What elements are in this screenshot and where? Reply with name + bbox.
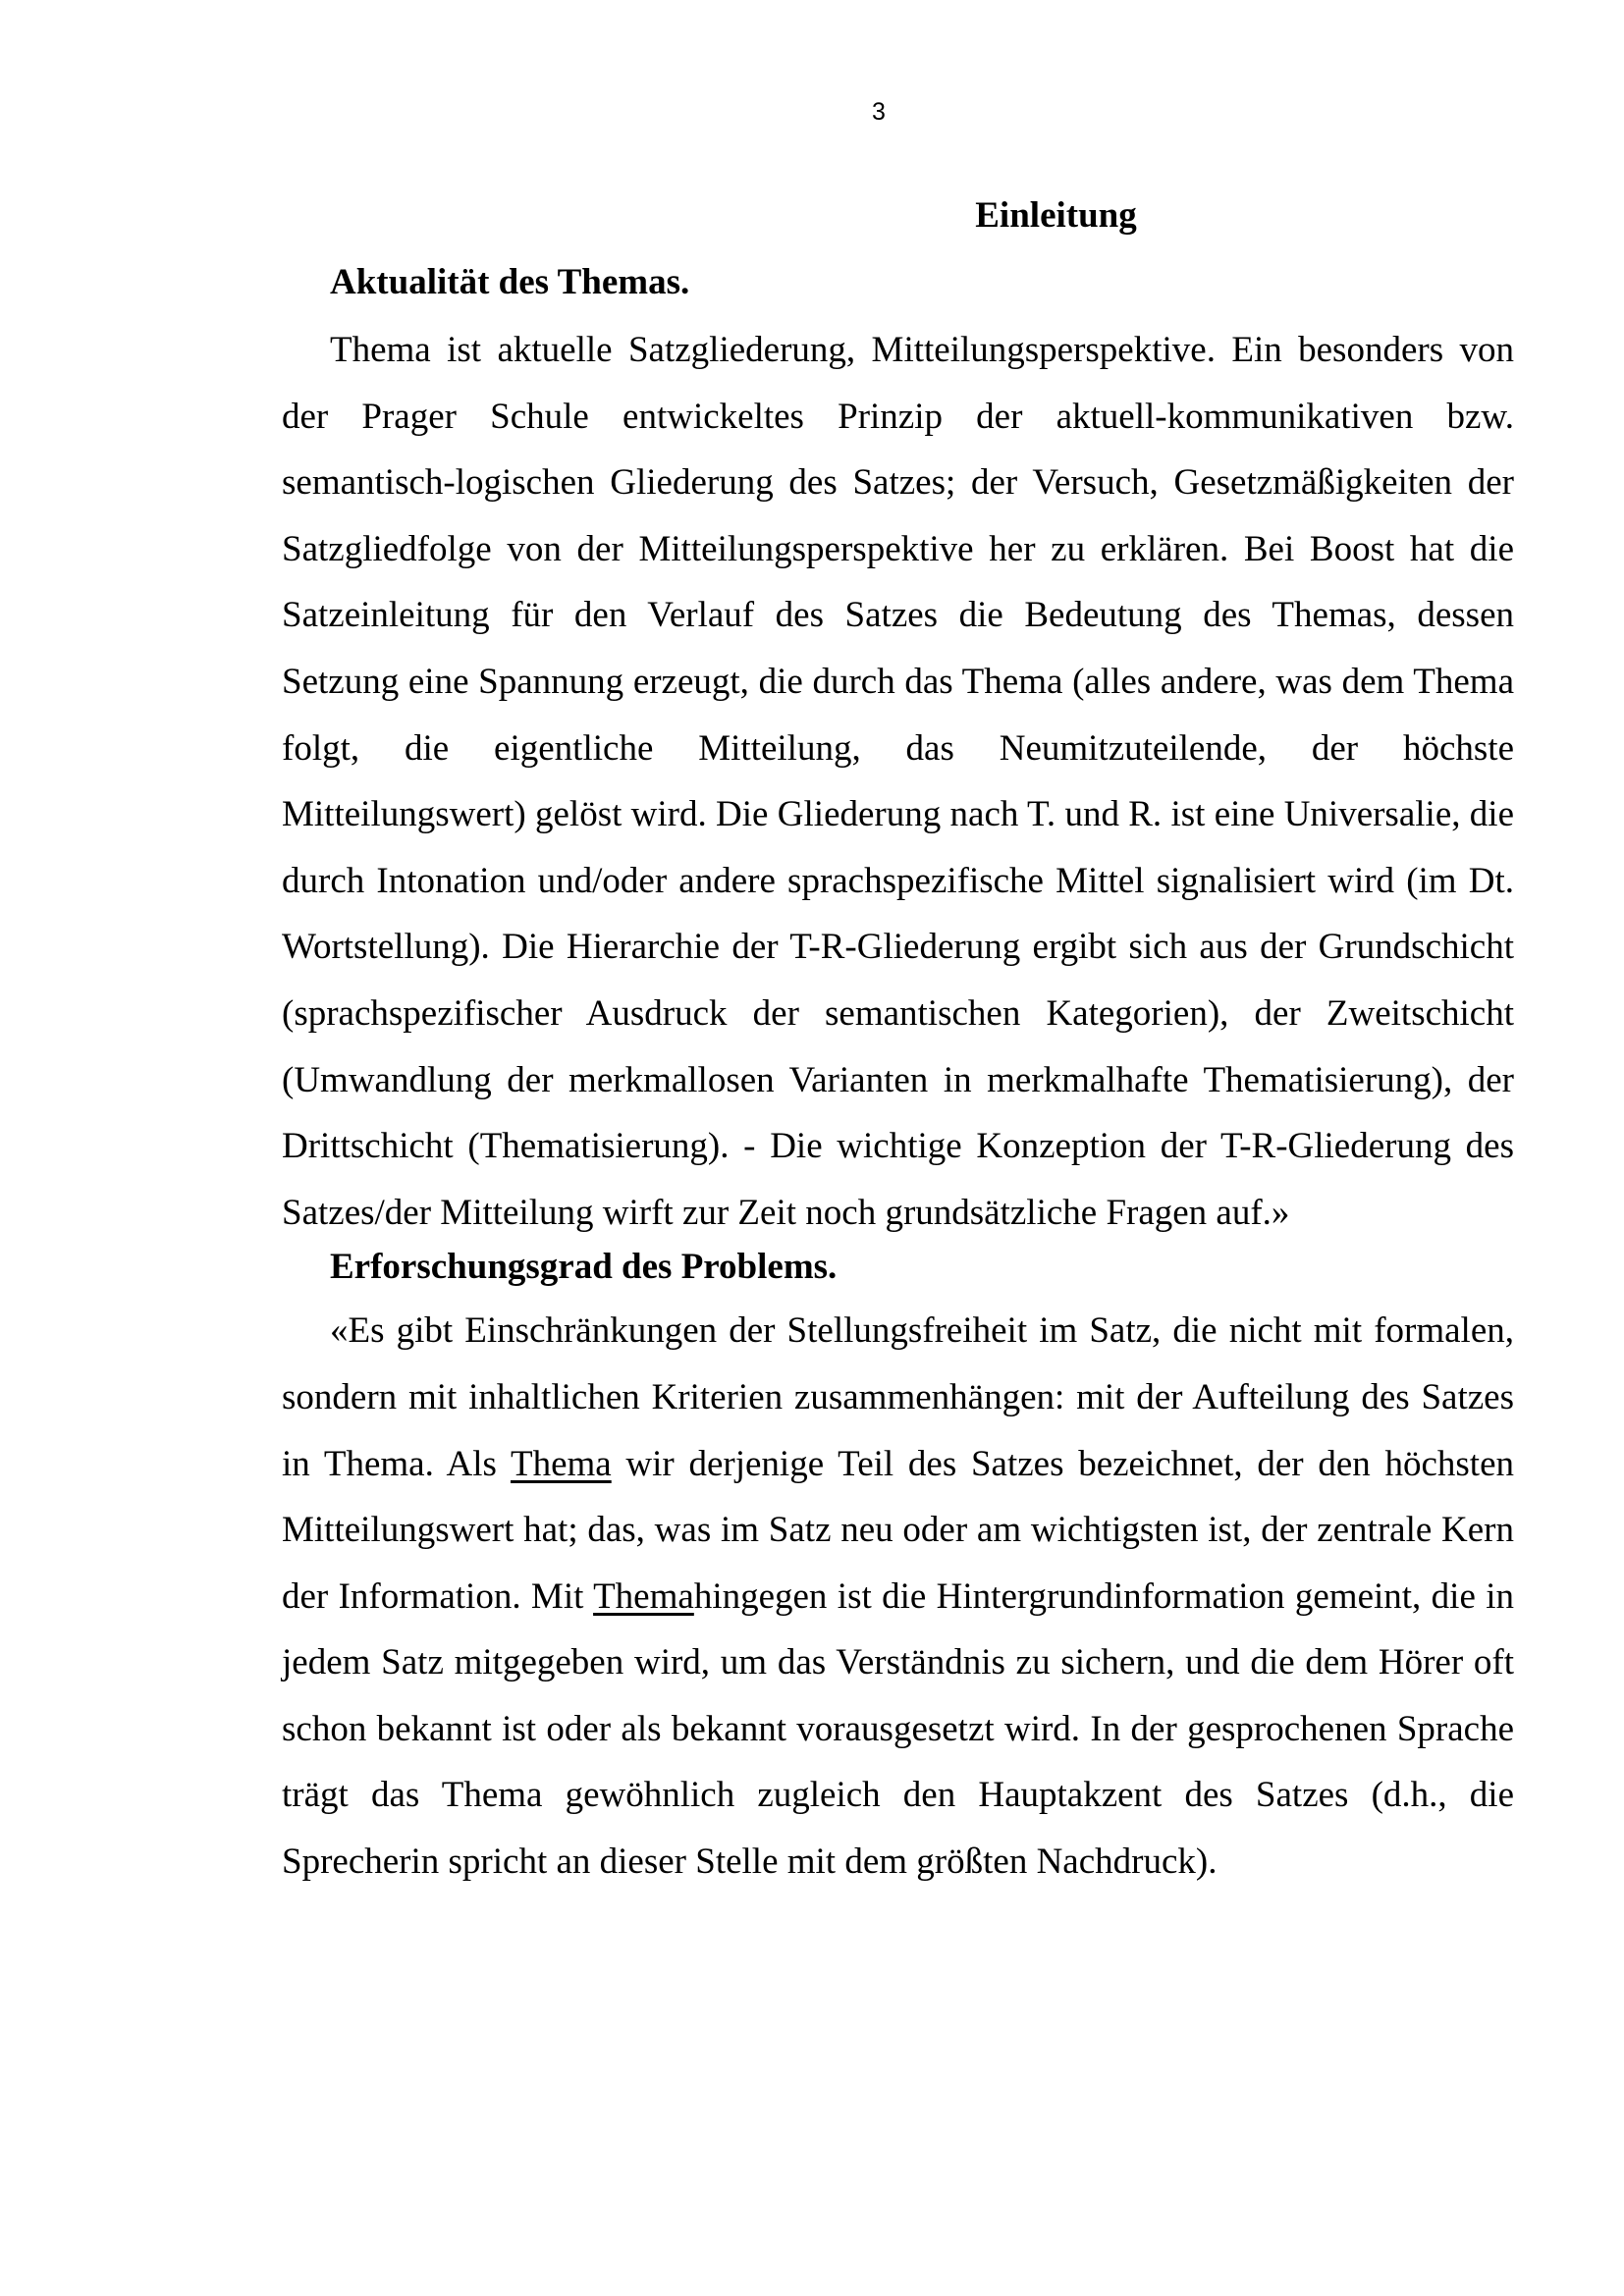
underlined-term-1: Thema [510, 1443, 612, 1484]
paragraph-text-part-1: «Es gibt Einschränkungen der Stellungsfreiheit im Satz, die nicht mit formalen, sondern mit inhaltlichen Kriterien zusammenhängen: mit der Aufteilung des Satzes in Thema. Als [282, 1310, 1514, 1484]
underlined-term-2: Thema [593, 1575, 694, 1617]
section-title-relevance: Aktualität des Themas. [330, 262, 690, 302]
chapter-heading: Einleitung [975, 195, 1137, 236]
page-number: 3 [872, 98, 886, 126]
paragraph-text-part-3: hingegen ist die Hintergrundinformation gemeint, die in jedem Satz mitgegeben wird, um das Verständnis zu sichern, und die dem Hörer oft schon bekannt ist oder als bekannt vorausgesetzt wird. In der gesprochenen Sprache trägt das Thema gewöhnlich zugleich den Hauptakzent des Satzes (d.h., die Sprecherin spricht an dieser Stelle mit dem größten Nachdruck). [282, 1575, 1514, 1883]
page-content [282, 192, 1514, 1896]
section-paragraph-relevance: Thema ist aktuelle Satzgliederung, Mitteilungsperspektive. Ein besonders von der Prager Schule entwickeltes Prinzip der aktuell-kommunikativen bzw. semantisch-logischen Gliederung des Satzes; der Versuch, Gesetzmäßigkeiten der Satzgliedfolge von der Mitteilungsperspektive her zu erklären. Bei Boost hat die Satzeinleitung für den Verlauf des Satzes die Bedeutung des Themas, dessen Setzung eine Spannung erzeugt, die durch das Thema (alles andere, was dem Thema folgt, die eigentliche Mitteilung, das Neumitzuteilende, der höchste Mitteilungswert) gelöst wird. Die Gliederung nach T. und R. ist eine Universalie, die durch Intonation und/oder andere sprachspezifische Mittel signalisiert wird (im Dt. Wortstellung). Die Hierarchie der T-R-Gliederung ergibt sich aus der Grundschicht (sprachspezifischer Ausdruck der semantischen Kategorien), der Zweitschicht (Umwandlung der merkmallosen Varianten in merkmalhafte Thematisierung), der Drittschicht (Thematisierung). - Die wichtige Konzeption der T-R-Gliederung des Satzes/der Mitteilung wirft zur Zeit noch grundsätzliche Fragen auf.» [282, 330, 1514, 1233]
section-paragraph-research-status [282, 1298, 1514, 1895]
paragraph-text-part-2: wir derjenige Teil des Satzes bezeichnet, der den höchsten Mitteilungswert hat; das, was im Satz neu oder am wichtigsten ist, der zentrale Kern der Information. Mit [282, 1443, 1514, 1617]
section-title-research-status: Erforschungsgrad des Problems. [330, 1247, 838, 1288]
